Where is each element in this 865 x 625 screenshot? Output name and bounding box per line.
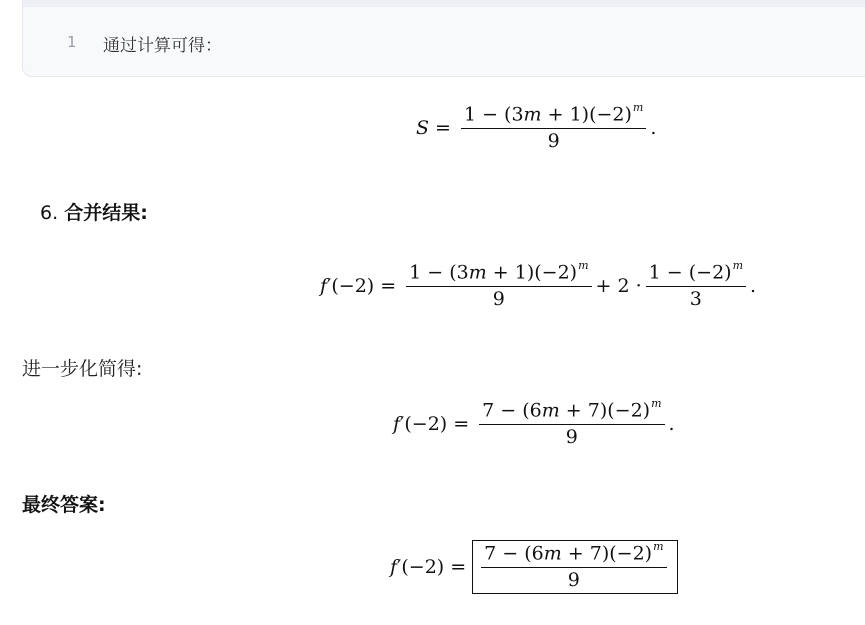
step-6-heading [40, 198, 148, 225]
eq3-denominator: 9 [565, 426, 578, 449]
eq2-fraction-2 [646, 259, 746, 311]
eq4-lhs-rest: ′(−2) [397, 556, 445, 579]
line-number: 1 [67, 33, 77, 51]
eq1-equals: = [435, 117, 451, 140]
eq1-denominator: 9 [547, 130, 560, 153]
equation-s [416, 101, 657, 153]
eq4-denominator: 9 [567, 569, 580, 592]
eq1-numerator: $1 - (3m + 1)(-2)^m$ [461, 104, 646, 129]
equation-f-prime-simplified [393, 397, 675, 449]
eq2-fraction-1 [406, 259, 591, 311]
eq1-fraction [461, 101, 646, 153]
equation-final-answer [390, 540, 678, 594]
simplify-paragraph: 进一步化简得: [22, 358, 143, 380]
eq4-numerator: $7 - (6m + 7)(-2)^m$ [481, 543, 666, 568]
eq4-equals: = [450, 556, 467, 579]
eq3-lhs-f: f [393, 413, 401, 436]
step-title: 合并结果: [64, 202, 148, 224]
eq2-f2-denominator: 3 [689, 288, 702, 311]
eq2-f1-denominator: 9 [492, 288, 505, 311]
eq2-f1-numerator: $1 - (3m + 1)(-2)^m$ [406, 262, 591, 287]
step-number: 6. [40, 202, 59, 224]
code-block-header [23, 0, 865, 7]
eq3-numerator: $7 - (6m + 7)(-2)^m$ [479, 400, 664, 425]
eq1-lhs: S [416, 117, 430, 140]
eq2-f2-numerator: $1 - (-2)^m$ [646, 262, 746, 287]
eq3-equals: = [453, 413, 470, 436]
final-answer-box [472, 540, 677, 594]
equation-f-prime-combined [320, 259, 757, 311]
code-block [22, 0, 865, 77]
eq2-plus-term: + 2 · [595, 275, 642, 298]
eq3-lhs-rest: ′(−2) [400, 413, 448, 436]
eq2-equals: = [380, 275, 397, 298]
code-text: 通过计算可得： [103, 36, 222, 56]
code-line [23, 31, 865, 55]
final-answer-heading: 最终答案: [22, 494, 106, 516]
eq2-lhs-rest: ′(−2) [327, 275, 375, 298]
eq3-period: . [668, 413, 675, 436]
eq2-period: . [750, 275, 757, 298]
eq2-lhs-f: f [320, 275, 328, 298]
eq1-period: . [650, 117, 657, 140]
eq4-fraction [481, 540, 666, 592]
eq4-lhs-f: f [390, 556, 398, 579]
eq3-fraction [479, 397, 664, 449]
